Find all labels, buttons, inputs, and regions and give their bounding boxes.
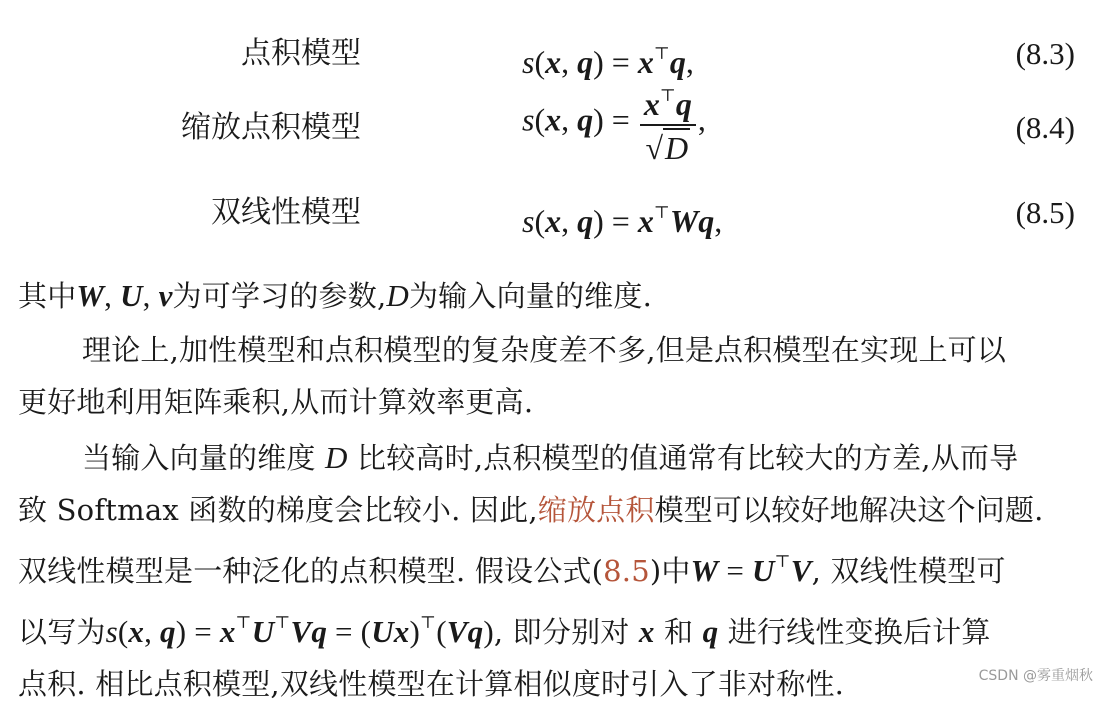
scaled-dot-product-link[interactable]: 缩放点积 bbox=[537, 493, 655, 527]
text-line: 更好地利用矩阵乘积,从而计算效率更高. bbox=[18, 385, 534, 419]
text-line: 双线性模型是一种泛化的点积模型. 假设公式(8.5)中W = U⊤V, 双线性模型可 bbox=[18, 552, 1006, 588]
text-line: 理论上,加性模型和点积模型的复杂度差不多,但是点积模型在实现上可以 bbox=[82, 333, 1007, 367]
text-line: 当输入向量的维度 D 比较高时,点积模型的值通常有比较大的方差,从而导 bbox=[82, 440, 1019, 475]
equation-formula: s(x, q) = $\frac{x^⊤q}{√D}$ , bbox=[522, 76, 706, 170]
equation-bilinear bbox=[0, 183, 1109, 243]
text-line: 其中W, U, v为可学习的参数,D为输入向量的维度. bbox=[18, 278, 652, 313]
equation-dot-product bbox=[0, 24, 1109, 84]
equation-label: 缩放点积模型 bbox=[181, 110, 361, 145]
equation-number: (8.4) bbox=[1015, 110, 1075, 145]
text-line: 点积. 相比点积模型,双线性模型在计算相似度时引入了非对称性. bbox=[18, 667, 845, 701]
equation-formula: s(x, q) = x⊤Wq, bbox=[522, 203, 723, 239]
equation-label: 点积模型 bbox=[241, 36, 361, 71]
equation-label: 双线性模型 bbox=[211, 195, 361, 230]
text-line: 以写为s(x, q) = x⊤U⊤Vq = (Ux)⊤(Vq), 即分别对 x 和 q 进行线性变换后计算 bbox=[18, 613, 991, 649]
csdn-watermark: CSDN @雾重烟秋 bbox=[978, 668, 1093, 684]
equation-number: (8.3) bbox=[1015, 36, 1075, 71]
paragraph-complexity bbox=[18, 324, 1078, 428]
paragraph-scaling-and-bilinear bbox=[18, 432, 1078, 710]
equation-8-5-reference-link[interactable]: 8.5 bbox=[603, 554, 650, 588]
equation-formula: s(x, q) = x⊤q, bbox=[522, 44, 694, 80]
paragraph-parameters bbox=[18, 270, 1078, 322]
text-line: 致 Softmax 函数的梯度会比较小. 因此,缩放点积模型可以较好地解决这个问题. bbox=[18, 493, 1044, 527]
equation-number: (8.5) bbox=[1015, 195, 1075, 230]
equation-scaled-dot-product bbox=[0, 86, 1109, 166]
fraction: $\frac{x^⊤q}{√D}$ bbox=[640, 76, 696, 170]
